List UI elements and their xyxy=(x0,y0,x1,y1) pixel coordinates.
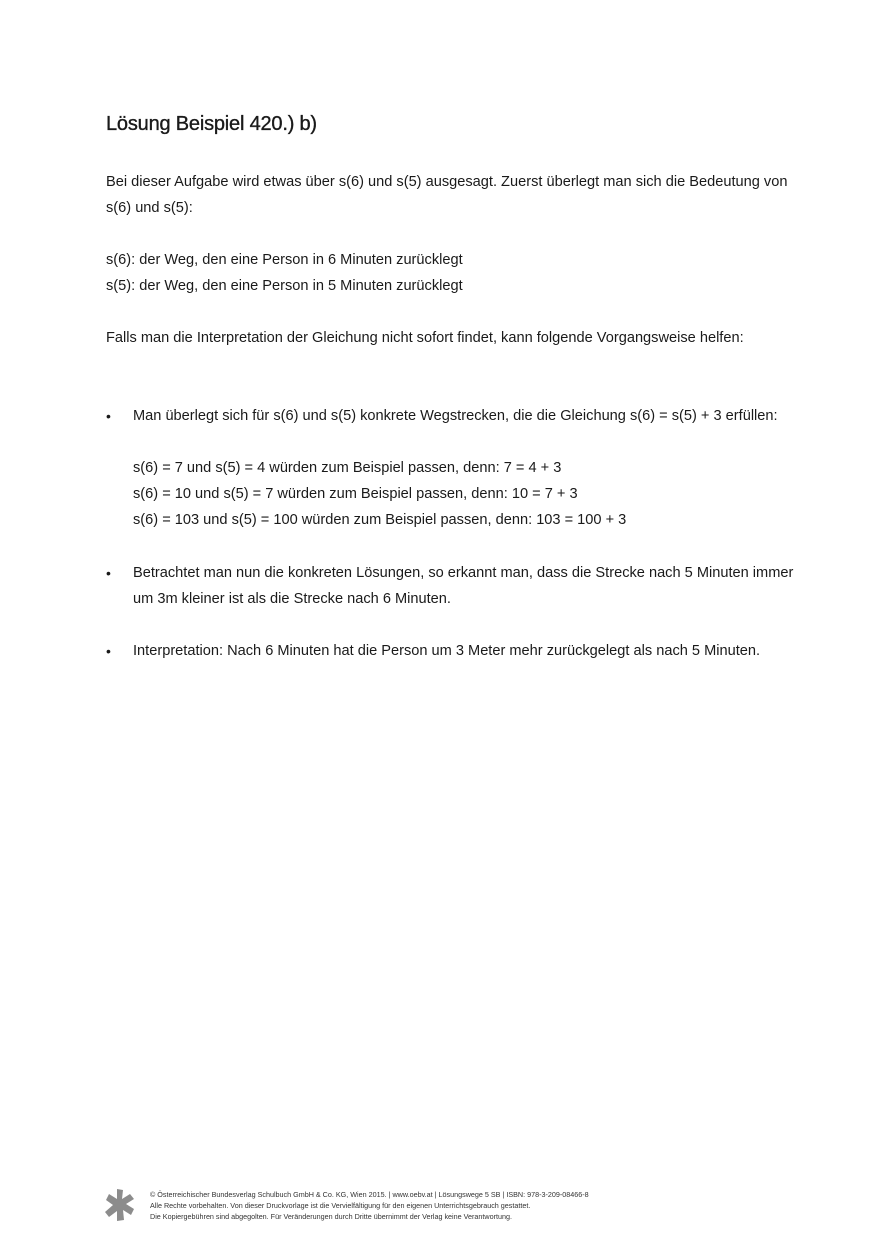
footer-disclaimer: Die Kopiergebühren sind abgegolten. Für Veränderungen durch Dritte übernimmt der Verlag keine Verantwortung. xyxy=(150,1212,512,1221)
hint-text: Falls man die Interpretation der Gleichung nicht sofort findet, kann folgende Vorgangsweise helfen: xyxy=(106,330,744,346)
bullet-1-text: Man überlegt sich für s(6) und s(5) konkrete Wegstrecken, die die Gleichung s(6) = s(5) + 3 erfüllen: xyxy=(133,408,778,424)
bullet-marker-3: • xyxy=(106,643,111,659)
footer-copyright: © Österreichischer Bundesverlag Schulbuch GmbH & Co. KG, Wien 2015. | www.oebv.at | Lösungswege 5 SB | ISBN: 978-3-209-08466-8 xyxy=(150,1190,589,1199)
intro-line-2: s(6) und s(5): xyxy=(106,200,193,216)
bullet-2-line-2: um 3m kleiner ist als die Strecke nach 6 Minuten. xyxy=(133,591,451,607)
footer-rights: Alle Rechte vorbehalten. Von dieser Druckvorlage ist die Vervielfältigung für den eigenen Unterrichtsgebrauch gestattet. xyxy=(150,1201,531,1210)
definition-s5: s(5): der Weg, den eine Person in 5 Minuten zurücklegt xyxy=(106,278,463,294)
example-line-1: s(6) = 7 und s(5) = 4 würden zum Beispiel passen, denn: 7 = 4 + 3 xyxy=(133,460,562,476)
example-line-3: s(6) = 103 und s(5) = 100 würden zum Beispiel passen, denn: 103 = 100 + 3 xyxy=(133,512,627,528)
example-line-2: s(6) = 10 und s(5) = 7 würden zum Beispiel passen, denn: 10 = 7 + 3 xyxy=(133,486,578,502)
intro-line-1: Bei dieser Aufgabe wird etwas über s(6) und s(5) ausgesagt. Zuerst überlegt man sich die Bedeutung von xyxy=(106,174,788,190)
bullet-marker-1: • xyxy=(106,408,111,424)
bullet-2-line-1: Betrachtet man nun die konkreten Lösungen, so erkannt man, dass die Strecke nach 5 Minuten immer xyxy=(133,565,794,581)
oebv-logo-icon xyxy=(104,1188,136,1222)
page-title: Lösung Beispiel 420.) b) xyxy=(106,113,317,135)
definition-s6: s(6): der Weg, den eine Person in 6 Minuten zurücklegt xyxy=(106,252,463,268)
bullet-marker-2: • xyxy=(106,565,111,581)
bullet-3-text: Interpretation: Nach 6 Minuten hat die Person um 3 Meter mehr zurückgelegt als nach 5 Minuten. xyxy=(133,643,761,659)
